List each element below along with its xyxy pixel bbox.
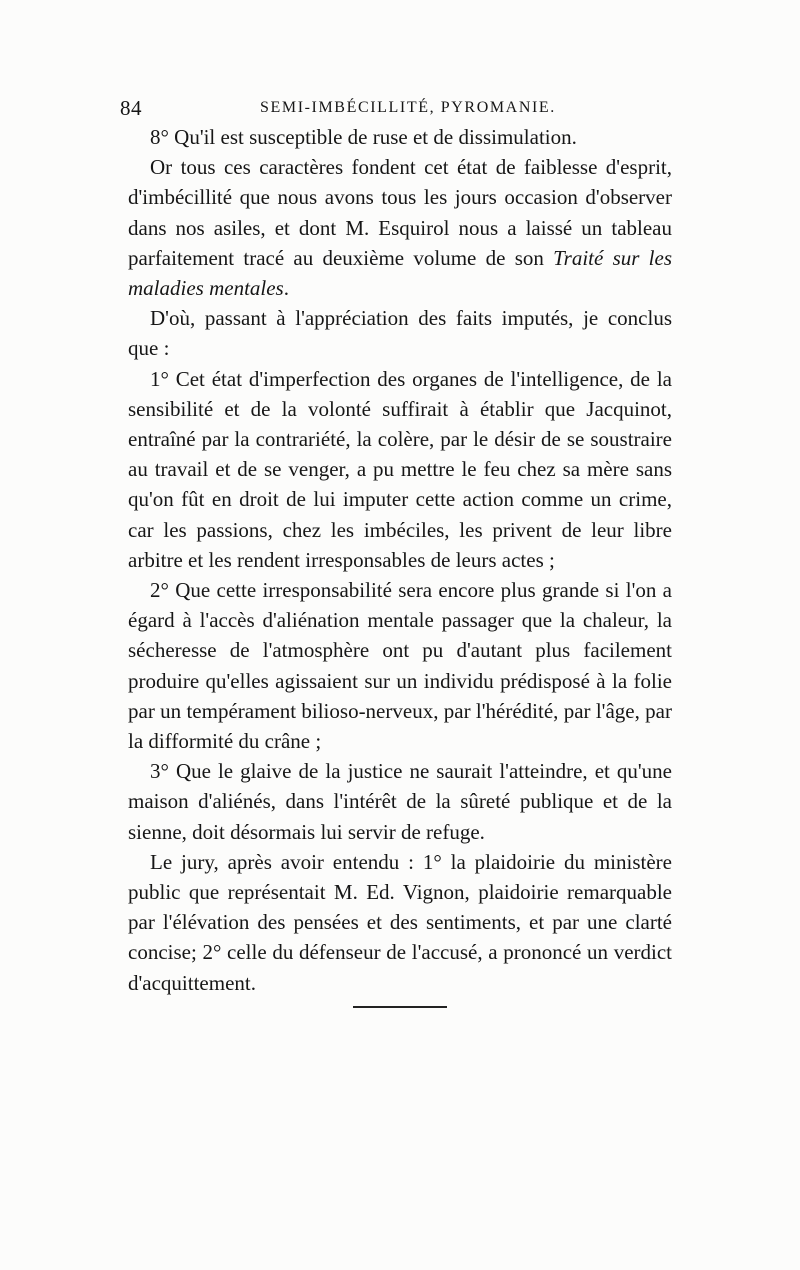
paragraph-punctuation: . bbox=[283, 276, 289, 301]
page-number: 84 bbox=[120, 96, 142, 120]
book-title: Traité sur les maladies mentales bbox=[128, 245, 672, 301]
paragraph-character-summary bbox=[128, 152, 672, 303]
paragraph-conclusion-2: 2° Que cette irresponsabilité sera encore plus grande si l'on a égard à l'accès d'aliénation mentale passager que la chaleur, la sécheresse de l'atmosphère ont pu d'autant plus facilement produire qu'elles agissaient sur un individu prédisposé à la folie par un tempérament bilioso-nerveux, par l'hérédité, par l'âge, par la difformité du crâne ; bbox=[128, 578, 672, 754]
paragraph-verdict: Le jury, après avoir entendu : 1° la plaidoirie du ministère public que représentait M. Ed. Vignon, plaidoirie remarquable par l'élévation des pensées et des sentiments, et par une clarté concise; 2° celle du défenseur de l'accusé, a prononcé un verdict d'acquittement. bbox=[128, 849, 672, 995]
paragraph-conclusion-1: 1° Cet état d'imperfection des organes de l'intelligence, de la sensibilité et de la volonté suffirait à établir que Jacquinot, entraîné par la contrariété, la colère, par le désir de se soustraire au travail et de se venger, a pu mettre le feu chez sa mère sans qu'on fût en droit de lui imputer cette action comme un crime, car les passions, chez les imbéciles, les privent de leur libre arbitre et les rendent irresponsables de leurs actes ; bbox=[128, 366, 672, 572]
body-text bbox=[128, 122, 672, 998]
paragraph-conclusion-intro: D'où, passant à l'appréciation des faits imputés, je conclus que : bbox=[128, 306, 672, 361]
paragraph-conclusion-3: 3° Que le glaive de la justice ne saurait l'atteindre, et qu'une maison d'aliénés, dans l'intérêt de la sûreté publique et de la sienne, doit désormais lui servir de refuge. bbox=[128, 759, 672, 844]
paragraph-item-8: 8° Qu'il est susceptible de ruse et de dissimulation. bbox=[150, 125, 577, 149]
section-divider bbox=[353, 1006, 447, 1008]
running-title: SEMI-IMBÉCILLITÉ, PYROMANIE. bbox=[260, 99, 556, 116]
paragraph-text: Or tous ces caractères fondent cet état de faiblesse d'esprit, d'imbécillité que nous avons tous les jours occasion d'observer dans nos asiles, et dont M. Esquirol nous a laissé un tableau parfaitement tracé au deuxième volume de son bbox=[128, 155, 672, 270]
